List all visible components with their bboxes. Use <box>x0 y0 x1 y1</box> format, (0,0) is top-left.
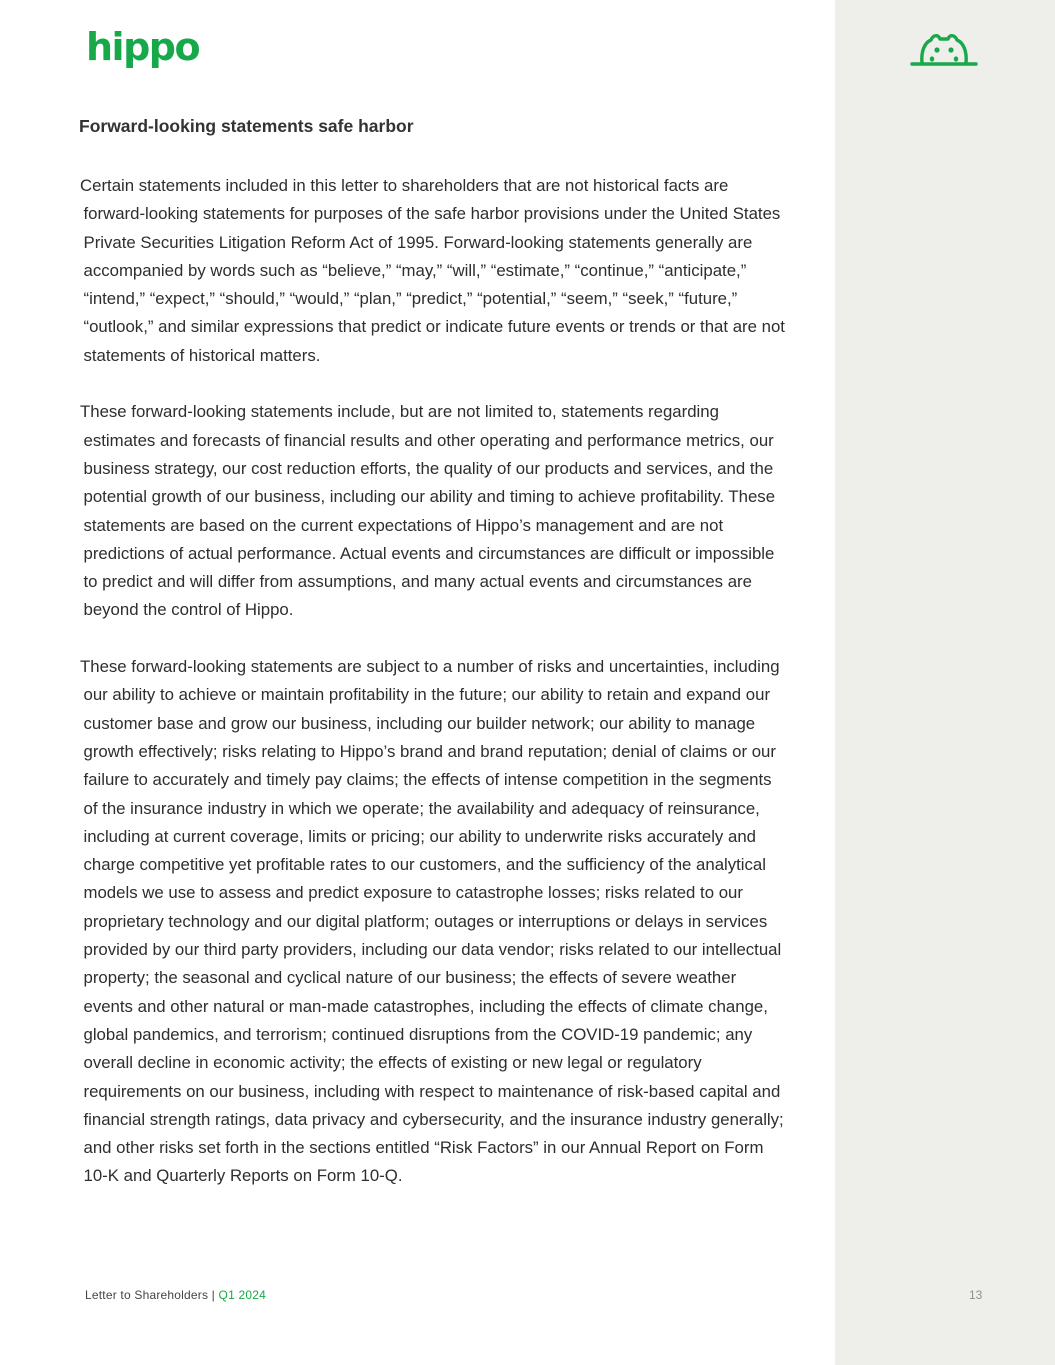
document-body <box>80 172 788 1219</box>
section-heading: Forward-looking statements safe harbor <box>79 116 414 136</box>
page-footer <box>85 1288 266 1302</box>
paragraph-2: These forward-looking statements include, but are not limited to, statements regarding estimates and forecasts of financial results and other operating and performance metrics, our business strategy, our cost reduction efforts, the quality of our products and services, and the potential growth of our business, including our ability and timing to achieve profitability. These statements are based on the current expectations of Hippo’s management and are not predictions of actual performance. Actual events and circumstances are difficult or impossible to predict and will differ from assumptions, and many actual events and circumstances are beyond the control of Hippo. <box>80 402 776 620</box>
footer-label: Letter to Shareholders | <box>85 1288 219 1302</box>
hippo-logo: hippo <box>86 25 200 69</box>
paragraph-3: These forward-looking statements are subject to a number of risks and uncertainties, including our ability to achieve or maintain profitability in the future; our ability to retain and expand our customer base and grow our business, including our builder network; our ability to manage growth effectively; risks relating to Hippo’s brand and brand reputation; denial of claims or our failure to accurately and timely pay claims; the effects of intense competition in the segments of the insurance industry in which we operate; the availability and adequacy of reinsurance, including at current coverage, limits or pricing; our ability to underwrite risks accurately and charge competitive yet profitable rates to our customers, and the sufficiency of the analytical models we use to assess and predict exposure to catastrophe losses; risks related to our proprietary technology and our digital platform; outages or interruptions or delays in services provided by our third party providers, including our data vendor; risks related to our intellectual property; the seasonal and cyclical nature of our business; the effects of severe weather events and other natural or man-made catastrophes, including the effects of climate change, global pandemics, and terrorism; continued disruptions from the COVID-19 pandemic; any overall decline in economic activity; the effects of existing or new legal or regulatory requirements on our business, including with respect to maintenance of risk-based capital and financial strength ratings, data privacy and cybersecurity, and the insurance industry generally; and other risks set forth in the sections entitled “Risk Factors” in our Annual Report on Form 10-K and Quarterly Reports on Form 10-Q. <box>80 657 784 1186</box>
footer-period: Q1 2024 <box>218 1288 266 1302</box>
page-number: 13 <box>969 1288 983 1302</box>
right-sidebar-panel <box>835 0 1055 1365</box>
paragraph-1: Certain statements included in this letter to shareholders that are not historical facts are forward-looking statements for purposes of the safe harbor provisions under the United States Private Securities Litigation Reform Act of 1995. Forward-looking statements generally are accompanied by words such as “believe,” “may,” “will,” “estimate,” “continue,” “anticipate,” “intend,” “expect,” “should,” “would,” “plan,” “predict,” “potential,” “seem,” “seek,” “future,” “outlook,” and similar expressions that predict or indicate future events or trends or that are not statements of historical matters. <box>80 176 785 365</box>
hippo-head-icon <box>910 30 978 70</box>
